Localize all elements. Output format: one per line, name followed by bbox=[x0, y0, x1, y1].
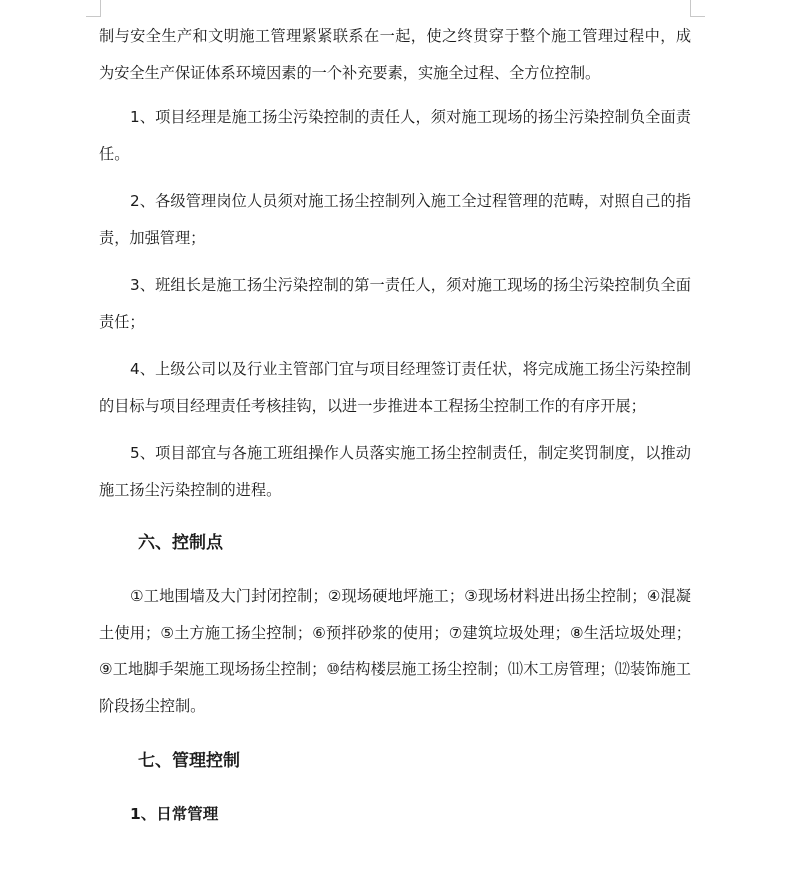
control-points-paragraph: ①工地围墙及大门封闭控制；②现场硬地坪施工；③现场材料进出扬尘控制；④混凝土使用；⑤土方施工扬尘控制；⑥预拌砂浆的使用；⑦建筑垃圾处理；⑧生活垃圾处理；⑨工地脚手架施工现场扬尘控制；⑩结构楼层施工扬尘控制；⑾木工房管理；⑿装饰施工阶段扬尘控制。 bbox=[99, 587, 691, 715]
page-corner-mark-right bbox=[690, 0, 705, 17]
intro-paragraph: 制与安全生产和文明施工管理紧紧联系在一起，使之终贯穿于整个施工管理过程中，成为安全生产保证体系环境因素的一个补充要素，实施全过程、全方位控制。 bbox=[99, 27, 691, 82]
section-heading-management-control: 七、管理控制 bbox=[138, 751, 240, 771]
page-corner-mark-left bbox=[86, 0, 101, 17]
responsibility-item-3: 3、班组长是施工扬尘污染控制的第一责任人，须对施工现场的扬尘污染控制负全面责任； bbox=[99, 276, 691, 331]
responsibility-item-5: 5、项目部宜与各施工班组操作人员落实施工扬尘控制责任，制定奖罚制度，以推动施工扬尘污染控制的进程。 bbox=[99, 444, 691, 499]
subsection-heading-daily-management: 1、日常管理 bbox=[130, 805, 219, 823]
responsibility-item-1: 1、项目经理是施工扬尘污染控制的责任人，须对施工现场的扬尘污染控制负全面责任。 bbox=[99, 108, 691, 163]
responsibility-item-4: 4、上级公司以及行业主管部门宜与项目经理签订责任状，将完成施工扬尘污染控制的目标与项目经理责任考核挂钩，以进一步推进本工程扬尘控制工作的有序开展； bbox=[99, 360, 691, 415]
responsibility-item-2: 2、各级管理岗位人员须对施工扬尘控制列入施工全过程管理的范畴，对照自己的指责，加强管理； bbox=[99, 192, 691, 247]
section-heading-control-points: 六、控制点 bbox=[138, 533, 223, 553]
document-body bbox=[99, 18, 691, 832]
